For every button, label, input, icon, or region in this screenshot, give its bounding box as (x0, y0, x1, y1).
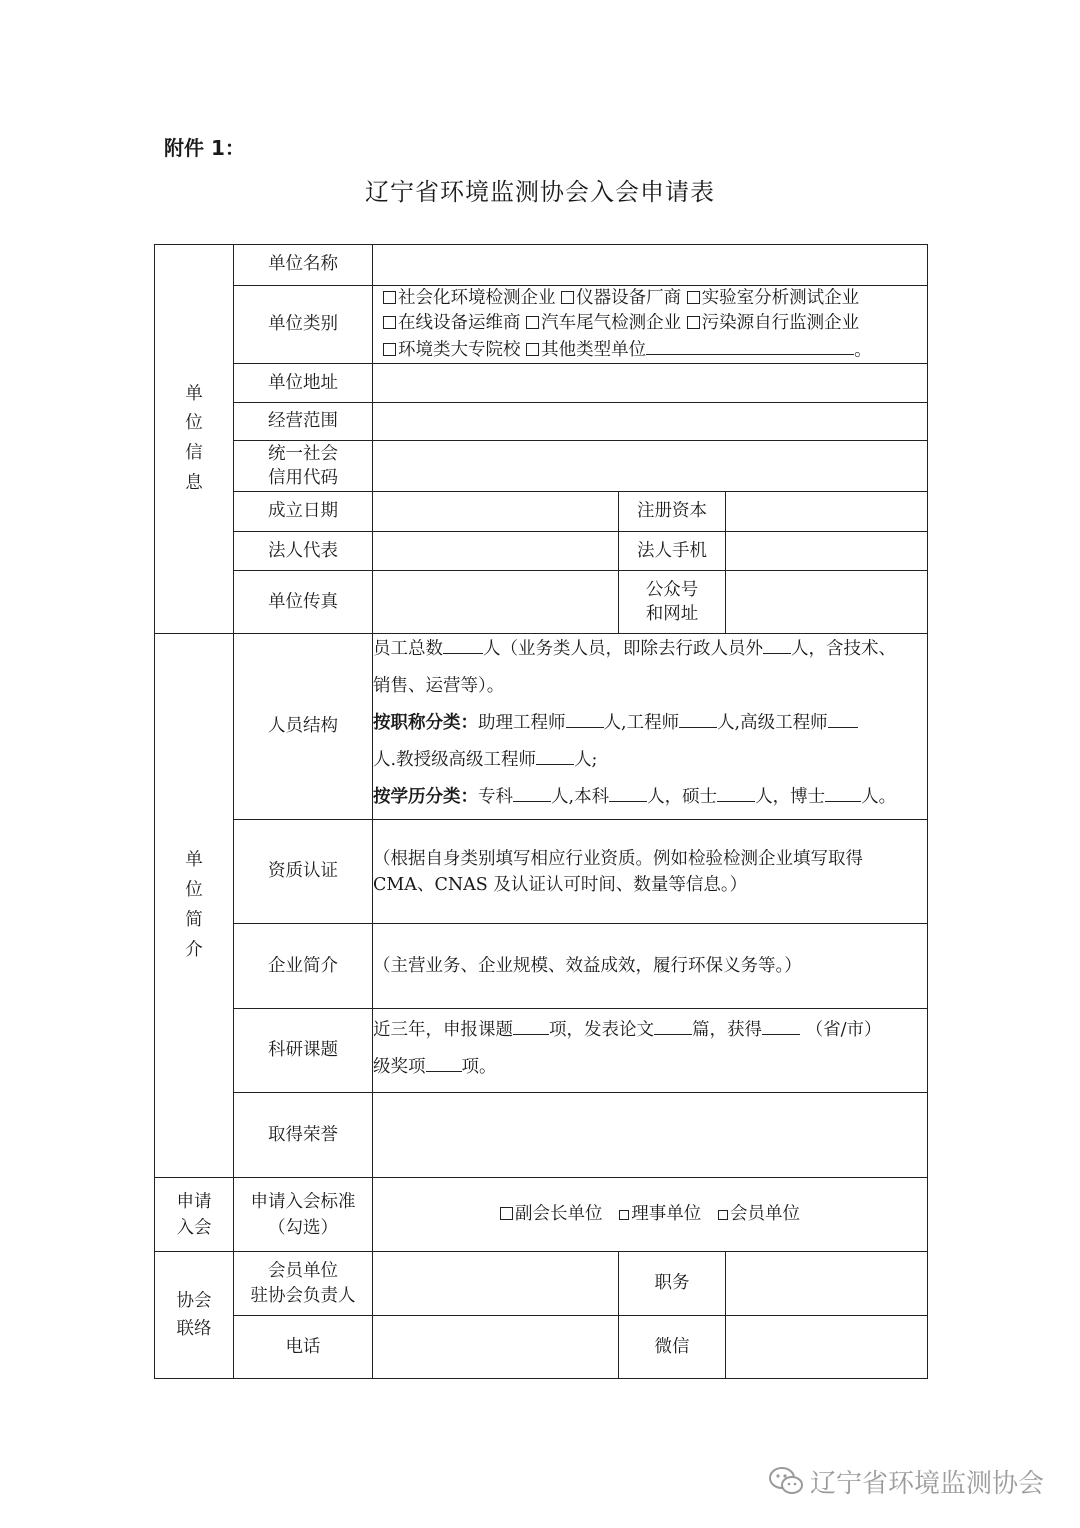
attachment-label: 附件 1： (164, 136, 245, 160)
checkbox-icon (526, 343, 539, 356)
field-fax[interactable] (373, 571, 619, 634)
checkbox-icon (383, 316, 396, 329)
field-rep[interactable] (373, 1252, 619, 1316)
field-business-scope[interactable] (373, 403, 928, 441)
option-vice-president-unit[interactable]: 副会长单位 (500, 1204, 603, 1224)
group-apply: 申请 入会 (155, 1178, 234, 1252)
blank-business-staff[interactable] (763, 635, 791, 654)
intro-hint: （主营业务、企业规模、效益成效，履行环保义务等。） (373, 955, 802, 976)
field-honors[interactable] (373, 1093, 928, 1178)
label-phone: 电话 (234, 1316, 373, 1379)
checkbox-icon (383, 291, 396, 304)
label-fax: 单位传真 (234, 571, 373, 634)
label-founded: 成立日期 (234, 492, 373, 532)
group-unit-info-label: 单位信息 (185, 383, 203, 493)
field-address[interactable] (373, 364, 928, 403)
checkbox-icon (718, 1210, 728, 1220)
label-intro: 企业简介 (234, 924, 373, 1009)
field-credit-code[interactable] (373, 441, 928, 492)
label-legal-rep: 法人代表 (234, 532, 373, 571)
unit-type-option[interactable]: 实验室分析测试企业 (687, 288, 860, 308)
label-official-account: 公众号 和网址 (619, 571, 726, 634)
field-official-account[interactable] (726, 571, 928, 634)
field-research: 近三年，申报课题 项，发表论文 篇，获得 （省/市） 级奖项 项。 (373, 1009, 928, 1093)
checkbox-icon (561, 291, 574, 304)
watermark (768, 1463, 1044, 1503)
field-legal-phone[interactable] (726, 532, 928, 571)
unit-type-option[interactable]: 社会化环境检测企业 (383, 288, 556, 308)
unit-type-option[interactable]: 在线设备运维商 (383, 313, 521, 333)
field-unit-name[interactable] (373, 245, 928, 286)
label-address: 单位地址 (234, 364, 373, 403)
blank-senior-engineer[interactable] (828, 709, 858, 728)
blank-total-staff[interactable] (443, 635, 483, 654)
field-registered-capital[interactable] (726, 492, 928, 532)
label-staff: 人员结构 (234, 634, 373, 820)
unit-type-option[interactable]: 汽车尾气检测企业 (526, 313, 681, 333)
checkbox-icon (687, 316, 700, 329)
checkbox-icon (383, 343, 396, 356)
unit-type-option[interactable]: 污染源自行监测企业 (687, 313, 860, 333)
label-rep: 会员单位 驻协会负责人 (234, 1252, 373, 1316)
other-type-blank[interactable] (646, 336, 854, 355)
group-contact: 协会 联络 (155, 1252, 234, 1379)
field-founded[interactable] (373, 492, 619, 532)
group-unit-info (155, 245, 234, 634)
option-council-unit[interactable]: 理事单位 (619, 1204, 701, 1224)
application-form-table (154, 244, 928, 1379)
field-legal-rep[interactable] (373, 532, 619, 571)
field-staff: 员工总数 人（业务类人员，即除去行政人员外 人，含技术、 销售、运营等）。 按职称分类：助理工程师 人,工程师 人,高级工程师 人.教授级高级工程师 人; 按学历分类：专科 人,本科 人，硕士 人，博士 人。 (373, 634, 928, 820)
checkbox-icon (526, 316, 539, 329)
unit-type-option[interactable]: 环境类大专院校 (383, 340, 521, 360)
field-intro[interactable] (373, 924, 928, 1009)
blank-junior-college[interactable] (513, 783, 551, 802)
label-unit-name: 单位名称 (234, 245, 373, 286)
label-wechat: 微信 (619, 1316, 726, 1379)
field-wechat[interactable] (726, 1316, 928, 1379)
wechat-icon (768, 1466, 804, 1503)
field-membership-options (373, 1178, 928, 1252)
label-position: 职务 (619, 1252, 726, 1316)
blank-awards[interactable] (426, 1053, 462, 1072)
field-unit-type: 社会化环境检测企业 仪器设备厂商 实验室分析测试企业 在线设备运维商 汽车尾气检测企业 污染源自行监测企业 环境类大专院校 其他类型单位 。 (373, 286, 928, 364)
label-credit-code: 统一社会 信用代码 (234, 441, 373, 492)
blank-professor-engineer[interactable] (536, 746, 574, 765)
field-phone[interactable] (373, 1316, 619, 1379)
blank-bachelor[interactable] (609, 783, 647, 802)
blank-doctor[interactable] (825, 783, 861, 802)
field-qualification[interactable] (373, 820, 928, 924)
checkbox-icon (687, 291, 700, 304)
unit-type-option[interactable]: 仪器设备厂商 (561, 288, 681, 308)
blank-projects[interactable] (513, 1016, 549, 1035)
label-unit-type: 单位类别 (234, 286, 373, 364)
qualification-hint: （根据自身类别填写相应行业资质。例如检验检测企业填写取得 CMA、CNAS 及认证认可时间、数量等信息。） (373, 848, 863, 895)
form-title: 辽宁省环境监测协会入会申请表 (365, 178, 715, 206)
field-position[interactable] (726, 1252, 928, 1316)
label-business-scope: 经营范围 (234, 403, 373, 441)
label-standard: 申请入会标准 （勾选） (234, 1178, 373, 1252)
checkbox-icon (500, 1207, 513, 1220)
label-legal-phone: 法人手机 (619, 532, 726, 571)
label-honors: 取得荣誉 (234, 1093, 373, 1178)
blank-engineer[interactable] (679, 709, 717, 728)
blank-assistant-engineer[interactable] (566, 709, 604, 728)
watermark-text: 辽宁省环境监测协会 (809, 1469, 1044, 1499)
group-unit-profile (155, 634, 234, 1178)
label-research: 科研课题 (234, 1009, 373, 1093)
blank-papers[interactable] (654, 1016, 692, 1035)
blank-master[interactable] (717, 783, 755, 802)
option-member-unit[interactable]: 会员单位 (718, 1204, 800, 1224)
unit-type-option[interactable]: 其他类型单位 (526, 340, 646, 360)
blank-awards-level[interactable] (762, 1016, 800, 1035)
label-qualification: 资质认证 (234, 820, 373, 924)
checkbox-icon (619, 1210, 629, 1220)
group-unit-profile-label: 单位简介 (185, 850, 203, 960)
label-registered-capital: 注册资本 (619, 492, 726, 532)
